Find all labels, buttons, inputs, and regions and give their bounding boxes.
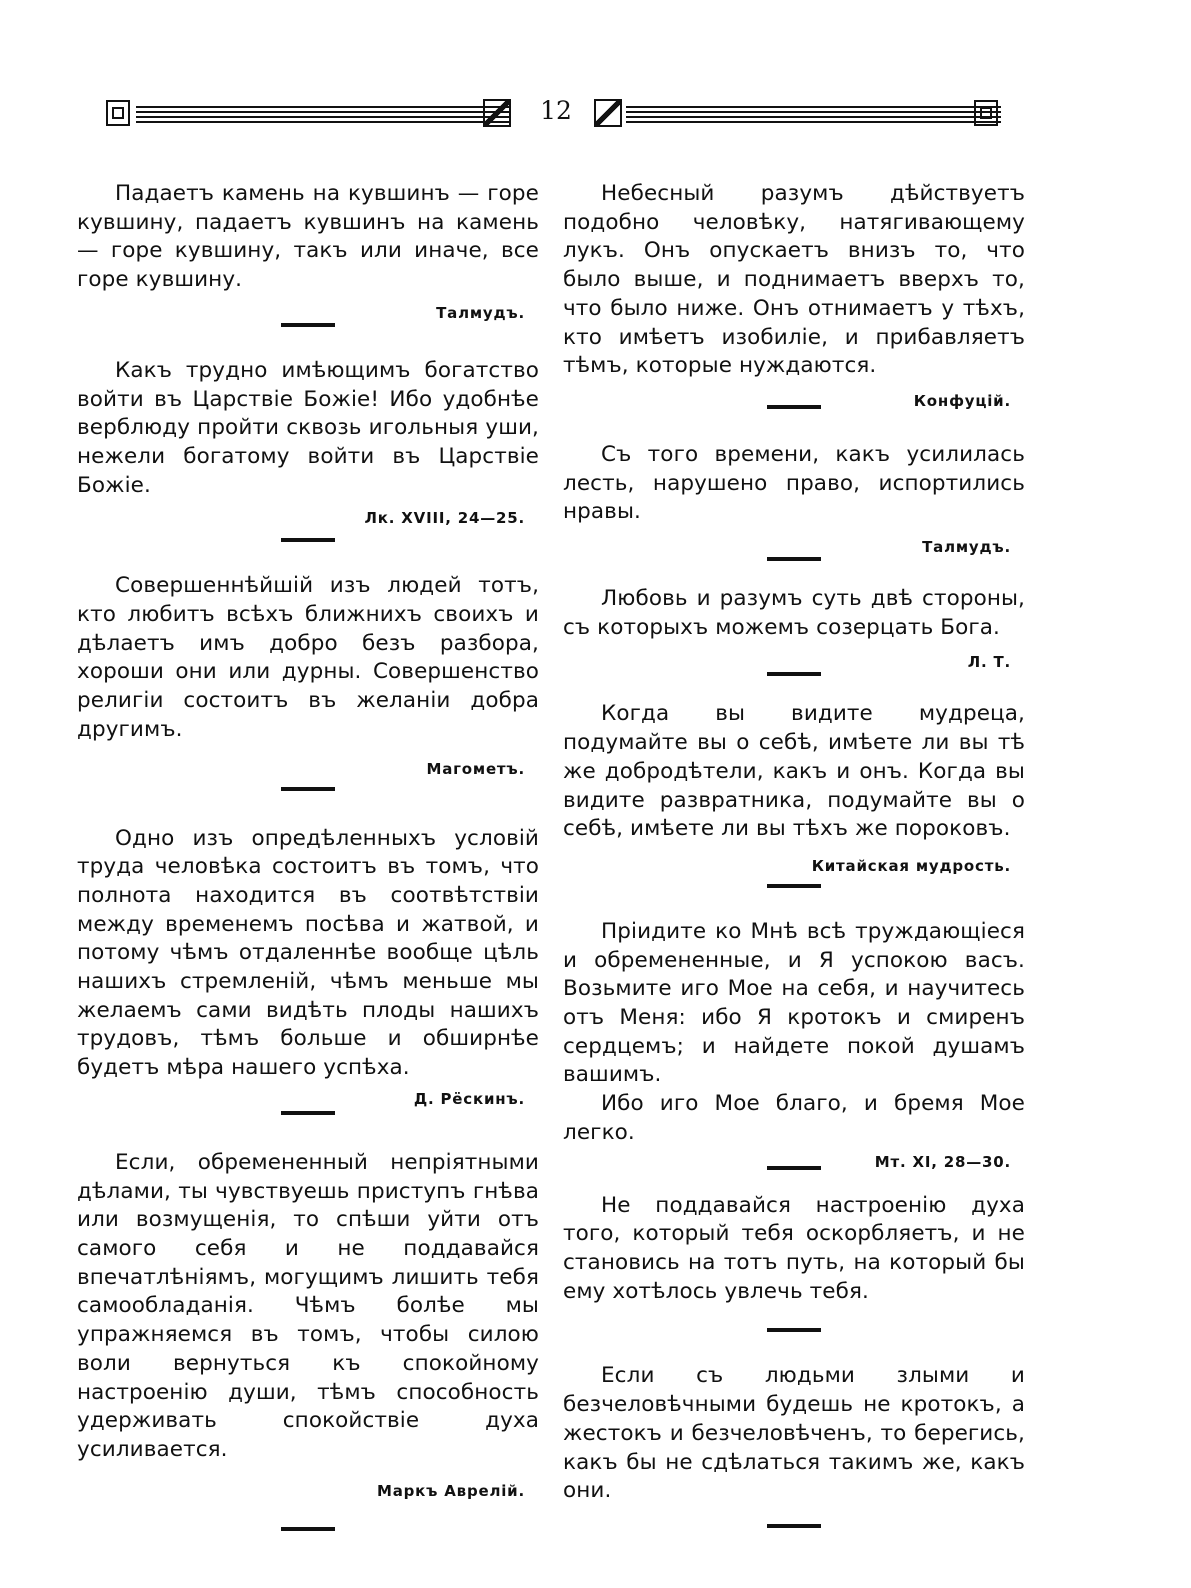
section-divider	[281, 787, 335, 791]
quote-entry	[563, 700, 1025, 888]
page-number: 12	[540, 96, 572, 125]
quote-source: Китайская мудрость.	[811, 856, 1011, 875]
quote-source: Лк. XVIII, 24—25.	[364, 509, 525, 528]
quote-text: Любовь и разумъ суть двѣ стороны, съ которыхъ можемъ созерцать Бога.	[563, 586, 1025, 640]
quote-entry	[563, 180, 1025, 411]
quote-source: Магометъ.	[426, 759, 525, 778]
ornament-end-right	[974, 100, 998, 126]
page-header	[106, 98, 1031, 136]
quote-text: Одно изъ опредѣленныхъ условій труда человѣка состоитъ въ томъ, что полнота находится въ соотвѣтствіи между временемъ посѣва и жатвой, и потому чѣмъ отдаленнѣе вообще цѣль нашихъ стремленій, чѣмъ меньше мы желаемъ сами видѣть плоды нашихъ трудовъ, тѣмъ больше и обширнѣе будетъ мѣра нашего успѣха.	[77, 825, 539, 1081]
quote-entry	[563, 1362, 1025, 1528]
header-rule-left	[136, 121, 511, 123]
header-rule-right	[626, 106, 1001, 108]
section-divider	[767, 884, 821, 888]
quote-entry	[77, 357, 539, 543]
quote-entry	[563, 918, 1025, 1170]
quote-source: Мт. XI, 28—30.	[874, 1152, 1011, 1171]
header-rule-right	[626, 121, 1001, 123]
quote-source: Конфуцій.	[913, 391, 1011, 410]
header-rule-left	[136, 116, 511, 118]
section-divider	[767, 557, 821, 561]
quote-text: Если, обремененный непріятными дѣлами, ты чувствуешь приступъ гнѣва или возмущенія, то спѣши уйти отъ самого себя и не поддавайся впечатлѣніямъ, могущимъ лишить тебя самообладанія. Чѣмъ болѣе мы упражняемся въ томъ, чтобы силою воли вернуться къ спокойному настроенію души, тѣмъ способность удерживать спокойствіе духа усиливается.	[77, 1149, 539, 1462]
ornament-inner-right	[594, 99, 622, 127]
section-divider	[767, 1328, 821, 1332]
quote-text: Какъ трудно имѣющимъ богатство войти въ Царствіе Божіе! Ибо удобнѣе верблюду пройти сквозь игольныя уши, нежели богатому войти въ Царствіе Божіе.	[77, 357, 539, 498]
quote-text: Совершеннѣйшій изъ людей тотъ, кто любитъ всѣхъ ближнихъ своихъ и дѣлаетъ имъ добро безъ разбора, хороши они или дурны. Совершенство религіи состоитъ въ желаніи добра другимъ.	[77, 573, 539, 742]
quote-entry	[563, 1192, 1025, 1333]
quote-source: Талмудъ.	[436, 303, 525, 322]
section-divider	[281, 323, 335, 327]
section-divider	[767, 1524, 821, 1528]
quote-text: Пріидите ко Мнѣ всѣ труждающіеся и обремененные, и Я успокою васъ. Возьмите иго Мое на себя, и научитесь отъ Меня: ибо Я кротокъ и смиренъ сердцемъ; и найдете покой душамъ вашимъ.	[563, 918, 1025, 1088]
quote-source: Маркъ Аврелій.	[376, 1481, 525, 1500]
quote-text: Небесный разумъ дѣйствуетъ подобно человѣку, натягивающему лукъ. Онъ опускаетъ внизъ то, что было выше, и поднимаетъ вверхъ то, что было ниже. Онъ отнимаетъ у тѣхъ, кто имѣетъ изобиліе, и прибавляетъ тѣмъ, которые нуждаются.	[563, 181, 1025, 379]
section-divider	[767, 1166, 821, 1170]
ornament-end-left	[106, 100, 130, 126]
quote-entry	[563, 441, 1025, 561]
ornament-inner-left	[483, 99, 511, 127]
quote-source: Талмудъ.	[922, 538, 1011, 557]
header-rule-right	[626, 116, 1001, 118]
quote-source: Л. Т.	[967, 653, 1011, 672]
header-rule-left	[136, 106, 511, 108]
quote-entry	[77, 572, 539, 790]
quote-entry	[563, 585, 1025, 676]
quote-entry	[77, 180, 539, 327]
section-divider	[281, 538, 335, 542]
section-divider	[281, 1111, 335, 1115]
section-divider	[767, 672, 821, 676]
quote-entry	[77, 825, 539, 1115]
quote-text: Падаетъ камень на кувшинъ — горе кувшину, падаетъ кувшинъ на камень — горе кувшину, такъ или иначе, все горе кувшину.	[77, 181, 539, 293]
quote-text-continued: Ибо иго Мое благо, и бремя Мое легко.	[563, 1091, 1025, 1145]
quote-source: Д. Рёскинъ.	[413, 1089, 525, 1108]
quote-text: Съ того времени, какъ усилилась лесть, нарушено право, испортились нравы.	[563, 441, 1025, 525]
quote-entry	[77, 1149, 539, 1531]
section-divider	[281, 1527, 335, 1531]
right-column	[563, 180, 1025, 1528]
quote-text: Когда вы видите мудреца, подумайте вы о себѣ, имѣете ли вы тѣ же добродѣтели, какъ и онъ. Когда вы видите развратника, подумайте вы о себѣ, имѣете ли вы тѣхъ же пороковъ.	[563, 701, 1025, 842]
left-column	[77, 180, 539, 1531]
quote-text: Если съ людьми злыми и безчеловѣчными будешь не кротокъ, а жестокъ и безчеловѣченъ, то берегись, какъ бы не сдѣлаться такимъ же, какъ они.	[563, 1363, 1025, 1504]
header-rule-left	[136, 111, 511, 113]
header-rule-right	[626, 111, 1001, 113]
quote-text: Не поддавайся настроенію духа того, который тебя оскорбляетъ, и не становись на тотъ путь, на который бы ему хотѣлось увлечь тебя.	[563, 1192, 1025, 1304]
